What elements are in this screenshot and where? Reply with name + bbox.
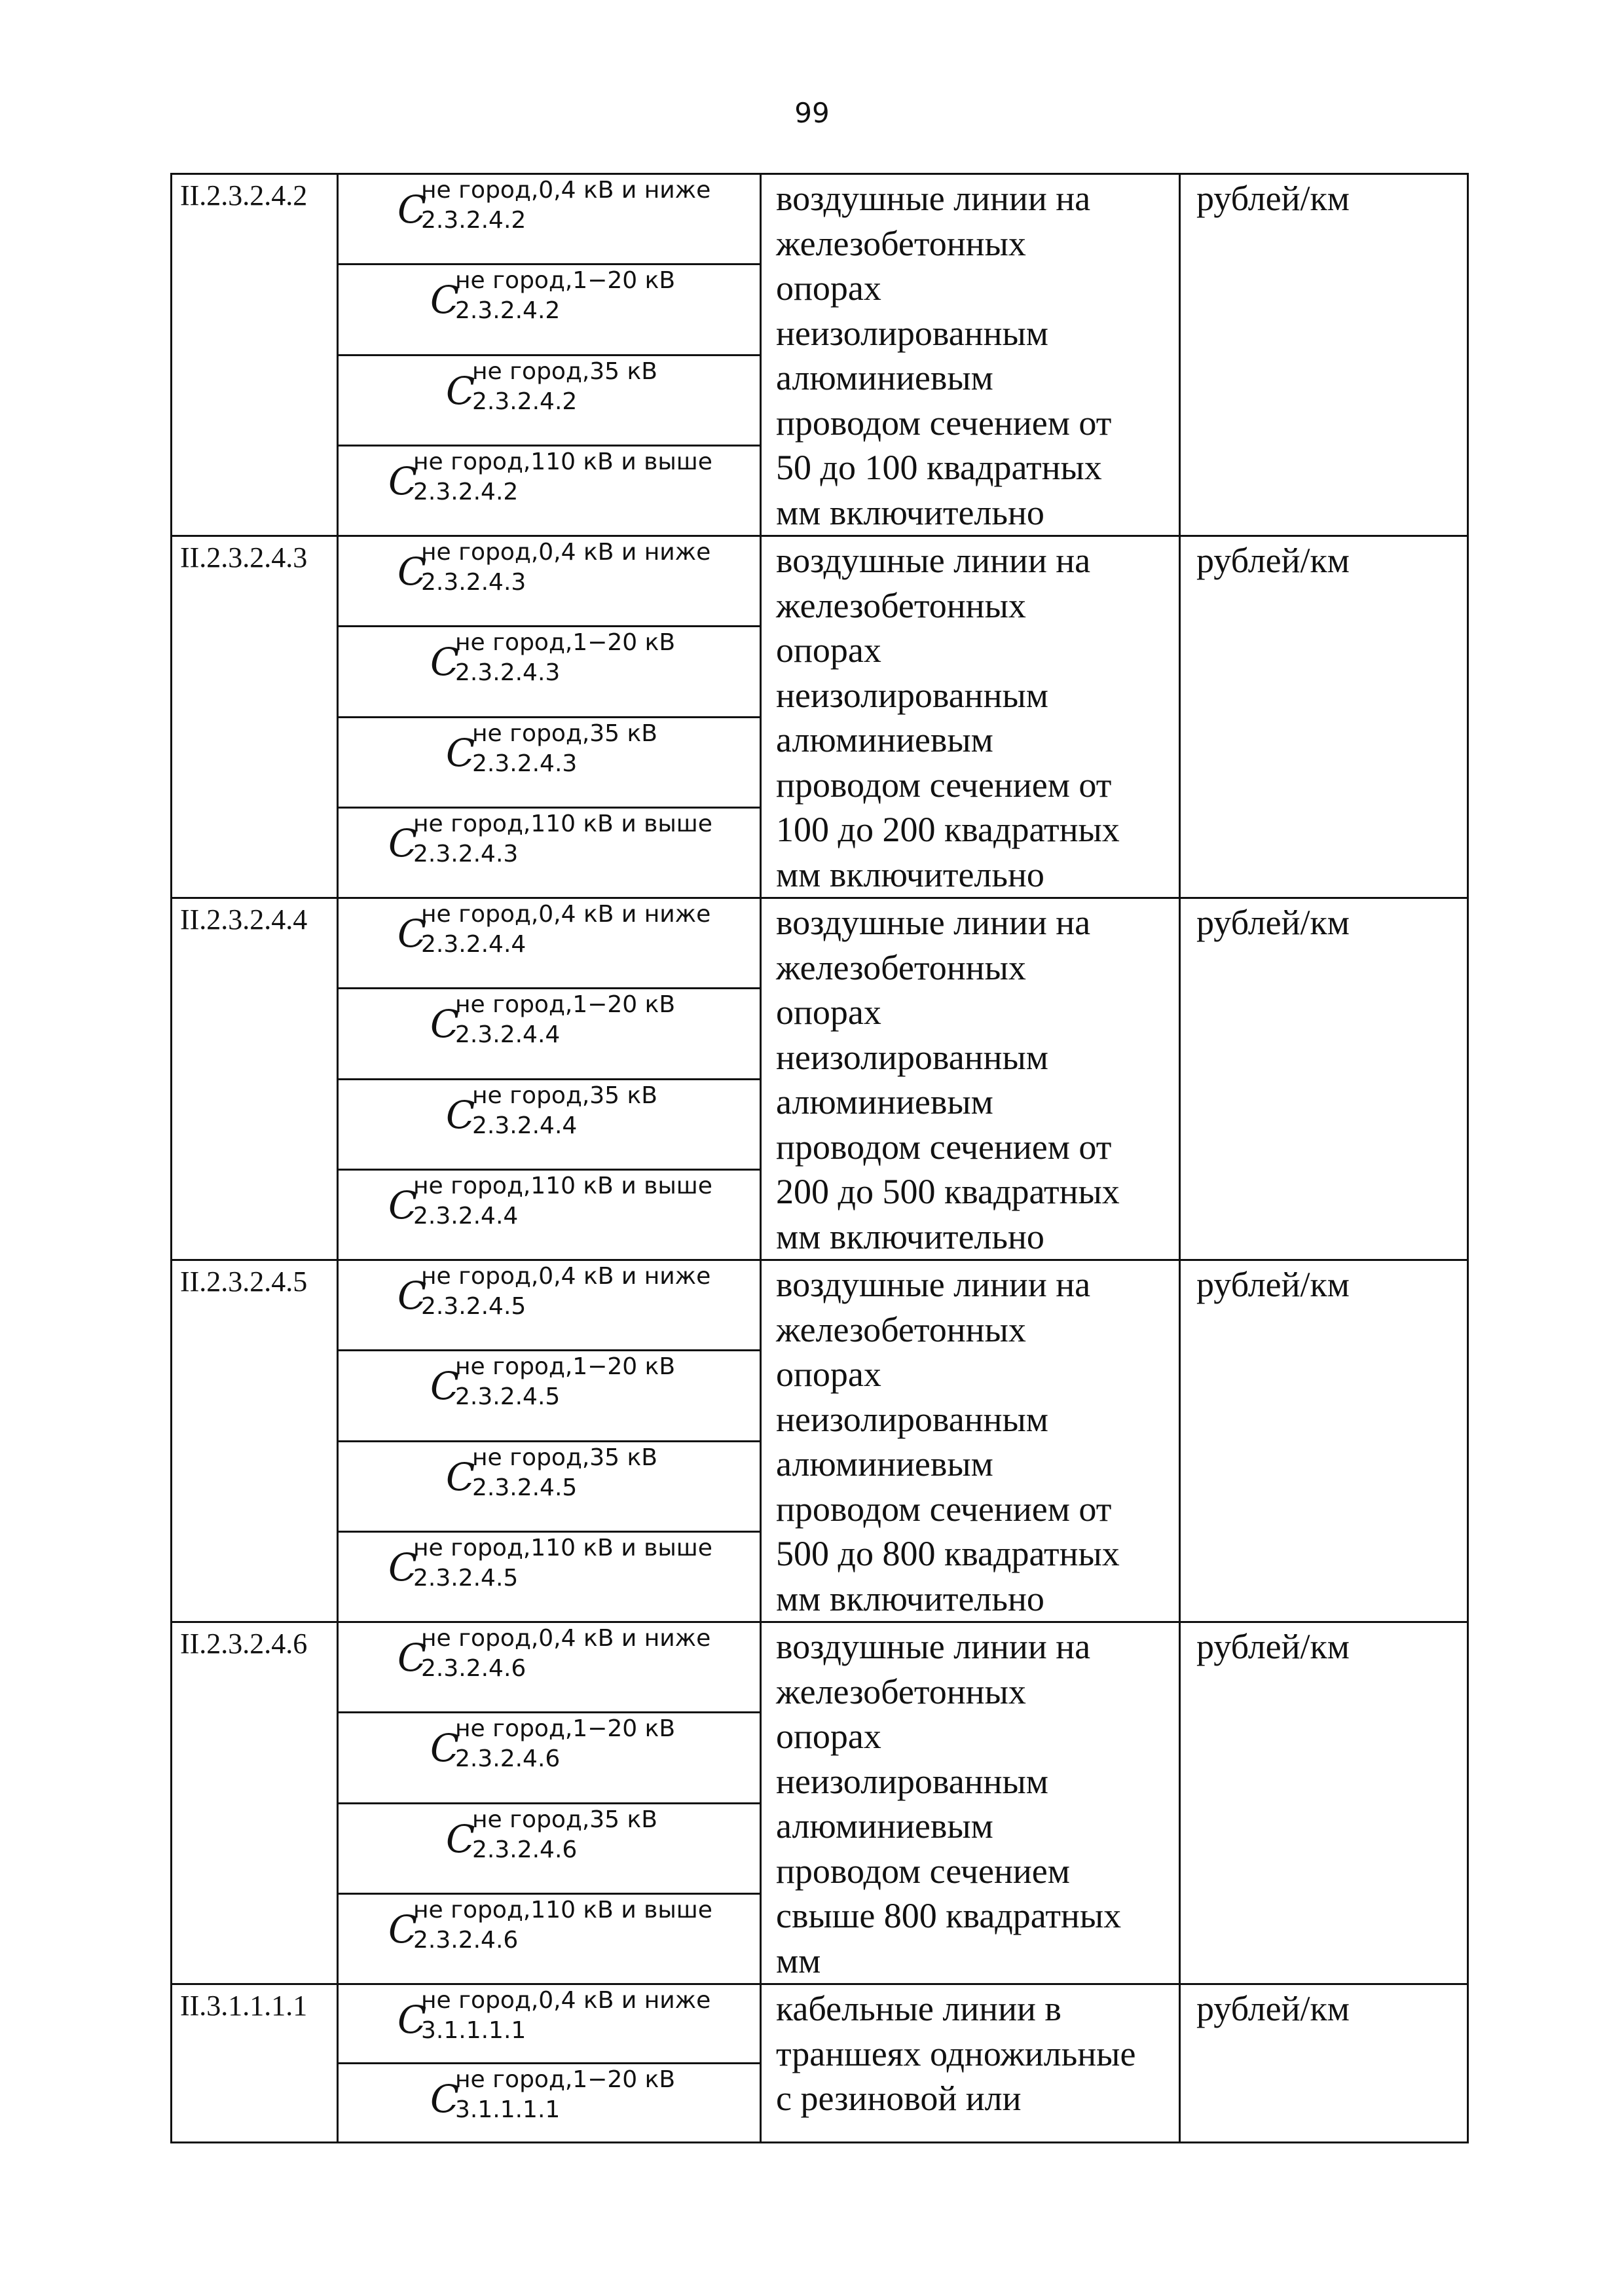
- rate-symbol: [339, 1080, 760, 1169]
- item-code: II.3.1.1.1.1: [172, 1984, 338, 2143]
- rate-symbol: [339, 809, 760, 897]
- table-row: [172, 536, 1468, 627]
- symbol-subscript: 2.3.2.4.3: [472, 750, 578, 777]
- symbol-letter: C: [446, 1816, 475, 1861]
- description-line: опорах: [776, 630, 881, 670]
- symbol-letter: C: [397, 549, 427, 594]
- rate-symbol: [339, 2064, 760, 2141]
- symbol-superscript: не город,35 кВ: [472, 1806, 657, 1833]
- symbol-superscript: не город,35 кВ: [472, 720, 657, 747]
- formula-cell: [338, 1713, 761, 1803]
- tariff-table: [170, 173, 1469, 2143]
- description-line: опорах: [776, 268, 881, 308]
- rate-symbol: [339, 899, 760, 987]
- formula-cell: [338, 1531, 761, 1622]
- description-line: железобетонных: [776, 1671, 1026, 1711]
- description-line: с резиновой или: [776, 2079, 1022, 2118]
- symbol-superscript: не город,35 кВ: [472, 357, 657, 385]
- description-line: 200 до 500 квадратных: [776, 1172, 1120, 1211]
- rate-symbol: [339, 1261, 760, 1349]
- rate-symbol: [339, 1804, 760, 1893]
- symbol-subscript: 2.3.2.4.5: [472, 1474, 578, 1501]
- symbol-subscript: 2.3.2.4.3: [455, 659, 561, 687]
- symbol-subscript: 2.3.2.4.2: [455, 297, 561, 325]
- item-code: II.2.3.2.4.6: [172, 1622, 338, 1984]
- item-code: II.2.3.2.4.2: [172, 174, 338, 536]
- symbol-subscript: 2.3.2.4.3: [421, 569, 526, 596]
- symbol-subscript: 2.3.2.4.5: [413, 1564, 519, 1592]
- symbol-superscript: не город,1−20 кВ: [455, 2066, 676, 2093]
- table-row: [172, 1622, 1468, 1713]
- description-line: проводом сечением от: [776, 1489, 1112, 1529]
- symbol-letter: C: [446, 1092, 475, 1137]
- description-line: кабельные линии в: [776, 1989, 1061, 2028]
- description-line: неизолированным: [776, 313, 1048, 353]
- description-line: мм включительно: [776, 492, 1044, 532]
- description-line: воздушные линии на: [776, 179, 1091, 218]
- description-line: алюминиевым: [776, 720, 993, 759]
- formula-cell: [338, 264, 761, 355]
- description-line: железобетонных: [776, 947, 1026, 987]
- symbol-subscript: 2.3.2.4.2: [413, 478, 519, 505]
- item-code: II.2.3.2.4.4: [172, 898, 338, 1260]
- symbol-letter: C: [397, 1997, 427, 2042]
- symbol-letter: C: [388, 458, 418, 503]
- description-line: железобетонных: [776, 1309, 1026, 1349]
- description-cell: [761, 536, 1180, 898]
- description-line: алюминиевым: [776, 358, 993, 397]
- formula-cell: [338, 989, 761, 1079]
- formula-cell: [338, 807, 761, 898]
- rate-symbol: [339, 1985, 760, 2062]
- description-line: проводом сечением: [776, 1851, 1070, 1891]
- unit-cell: рублей/км: [1180, 1984, 1468, 2143]
- symbol-letter: C: [397, 911, 427, 956]
- rate-symbol: [339, 1623, 760, 1711]
- symbol-letter: C: [397, 1635, 427, 1680]
- description-line: воздушные линии на: [776, 903, 1091, 942]
- description-line: 50 до 100 квадратных: [776, 448, 1102, 487]
- symbol-letter: C: [430, 2077, 460, 2121]
- symbol-subscript: 2.3.2.4.2: [472, 388, 578, 415]
- formula-cell: [338, 355, 761, 445]
- symbol-superscript: не город,1−20 кВ: [455, 991, 676, 1019]
- formula-cell: [338, 2064, 761, 2143]
- formula-cell: [338, 1351, 761, 1441]
- page-number: 99: [794, 97, 830, 129]
- formula-cell: [338, 1984, 761, 2064]
- description-line: 100 до 200 квадратных: [776, 810, 1120, 849]
- formula-cell: [338, 445, 761, 536]
- symbol-letter: C: [430, 1726, 460, 1771]
- description-cell: [761, 1984, 1180, 2143]
- table-row: [172, 1260, 1468, 1351]
- formula-cell: [338, 536, 761, 627]
- description-line: проводом сечением от: [776, 765, 1112, 805]
- description-line: железобетонных: [776, 223, 1026, 263]
- rate-symbol: [339, 1171, 760, 1259]
- description-cell: [761, 174, 1180, 536]
- symbol-subscript: 2.3.2.4.4: [413, 1202, 519, 1230]
- symbol-superscript: не город,110 кВ и выше: [413, 1172, 712, 1199]
- description-line: неизолированным: [776, 1761, 1048, 1801]
- description-line: опорах: [776, 1717, 881, 1756]
- rate-symbol: [339, 356, 760, 445]
- symbol-superscript: не город,1−20 кВ: [455, 1715, 676, 1743]
- description-line: алюминиевым: [776, 1444, 993, 1484]
- description-line: неизолированным: [776, 675, 1048, 715]
- description-line: проводом сечением от: [776, 1127, 1112, 1167]
- symbol-letter: C: [446, 1454, 475, 1499]
- symbol-subscript: 2.3.2.4.5: [455, 1383, 561, 1411]
- symbol-superscript: не город,0,4 кВ и ниже: [421, 177, 711, 204]
- rate-symbol: [339, 627, 760, 716]
- rate-symbol: [339, 1351, 760, 1440]
- rate-symbol: [339, 718, 760, 807]
- description-line: опорах: [776, 993, 881, 1032]
- symbol-subscript: 2.3.2.4.4: [421, 931, 526, 958]
- symbol-letter: C: [430, 640, 460, 685]
- symbol-subscript: 3.1.1.1.1: [455, 2096, 561, 2123]
- unit-cell: рублей/км: [1180, 174, 1468, 536]
- symbol-superscript: не город,0,4 кВ и ниже: [421, 1987, 711, 2014]
- unit-cell: рублей/км: [1180, 1622, 1468, 1984]
- symbol-superscript: не город,110 кВ и выше: [413, 448, 712, 475]
- symbol-subscript: 2.3.2.4.6: [455, 1745, 561, 1773]
- formula-cell: [338, 1803, 761, 1893]
- symbol-letter: C: [388, 1182, 418, 1228]
- description-line: алюминиевым: [776, 1806, 993, 1846]
- symbol-letter: C: [446, 368, 475, 413]
- description-line: мм: [776, 1941, 821, 1980]
- rate-symbol: [339, 265, 760, 354]
- symbol-letter: C: [397, 187, 427, 232]
- symbol-subscript: 2.3.2.4.6: [472, 1836, 578, 1863]
- symbol-superscript: не город,1−20 кВ: [455, 629, 676, 657]
- symbol-subscript: 2.3.2.4.5: [421, 1293, 526, 1320]
- symbol-superscript: не город,0,4 кВ и ниже: [421, 1263, 711, 1290]
- symbol-subscript: 2.3.2.4.6: [421, 1655, 526, 1682]
- symbol-subscript: 2.3.2.4.4: [472, 1112, 578, 1139]
- description-cell: [761, 898, 1180, 1260]
- formula-cell: [338, 1260, 761, 1351]
- table-row: [172, 1984, 1468, 2064]
- rate-symbol: [339, 1442, 760, 1531]
- description-line: воздушные линии на: [776, 1627, 1091, 1666]
- formula-cell: [338, 627, 761, 717]
- rate-symbol: [339, 1895, 760, 1983]
- description-line: 500 до 800 квадратных: [776, 1534, 1120, 1573]
- tariff-table-body: [172, 174, 1468, 2143]
- symbol-letter: C: [446, 730, 475, 775]
- description-line: опорах: [776, 1355, 881, 1394]
- description-line: проводом сечением от: [776, 403, 1112, 443]
- symbol-letter: C: [388, 1906, 418, 1952]
- symbol-superscript: не город,35 кВ: [472, 1444, 657, 1471]
- description-line: свыше 800 квадратных: [776, 1896, 1122, 1935]
- formula-cell: [338, 1079, 761, 1169]
- description-line: воздушные линии на: [776, 1265, 1091, 1304]
- symbol-subscript: 2.3.2.4.2: [421, 207, 526, 234]
- rate-symbol: [339, 1713, 760, 1802]
- symbol-subscript: 3.1.1.1.1: [421, 2017, 526, 2044]
- symbol-superscript: не город,110 кВ и выше: [413, 1534, 712, 1561]
- unit-cell: рублей/км: [1180, 898, 1468, 1260]
- description-line: неизолированным: [776, 1399, 1048, 1439]
- symbol-letter: C: [430, 1002, 460, 1047]
- formula-cell: [338, 898, 761, 989]
- formula-cell: [338, 1441, 761, 1531]
- symbol-superscript: не город,0,4 кВ и ниже: [421, 539, 711, 566]
- table-row: [172, 174, 1468, 264]
- description-line: неизолированным: [776, 1037, 1048, 1077]
- symbol-letter: C: [430, 1364, 460, 1409]
- description-line: алюминиевым: [776, 1082, 993, 1121]
- symbol-superscript: не город,0,4 кВ и ниже: [421, 1625, 711, 1652]
- description-line: траншеях одножильные: [776, 2033, 1136, 2073]
- symbol-superscript: не город,110 кВ и выше: [413, 810, 712, 837]
- description-line: воздушные линии на: [776, 541, 1091, 580]
- item-code: II.2.3.2.4.3: [172, 536, 338, 898]
- unit-cell: рублей/км: [1180, 536, 1468, 898]
- description-line: железобетонных: [776, 585, 1026, 625]
- symbol-superscript: не город,0,4 кВ и ниже: [421, 901, 711, 928]
- description-cell: [761, 1260, 1180, 1622]
- description-cell: [761, 1622, 1180, 1984]
- symbol-superscript: не город,110 кВ и выше: [413, 1896, 712, 1923]
- rate-symbol: [339, 989, 760, 1078]
- formula-cell: [338, 174, 761, 264]
- description-line: мм включительно: [776, 1578, 1044, 1618]
- formula-cell: [338, 717, 761, 807]
- rate-symbol: [339, 537, 760, 625]
- symbol-letter: C: [388, 1544, 418, 1590]
- item-code: II.2.3.2.4.5: [172, 1260, 338, 1622]
- formula-cell: [338, 1169, 761, 1260]
- symbol-superscript: не город,1−20 кВ: [455, 1353, 676, 1381]
- formula-cell: [338, 1893, 761, 1984]
- symbol-subscript: 2.3.2.4.4: [455, 1021, 561, 1049]
- rate-symbol: [339, 175, 760, 263]
- description-line: мм включительно: [776, 854, 1044, 894]
- symbol-letter: C: [388, 820, 418, 866]
- description-line: мм включительно: [776, 1216, 1044, 1256]
- unit-cell: рублей/км: [1180, 1260, 1468, 1622]
- rate-symbol: [339, 446, 760, 535]
- symbol-superscript: не город,1−20 кВ: [455, 267, 676, 295]
- symbol-letter: C: [397, 1273, 427, 1318]
- symbol-subscript: 2.3.2.4.6: [413, 1926, 519, 1954]
- symbol-subscript: 2.3.2.4.3: [413, 840, 519, 867]
- symbol-superscript: не город,35 кВ: [472, 1082, 657, 1109]
- rate-symbol: [339, 1533, 760, 1621]
- table-row: [172, 898, 1468, 989]
- formula-cell: [338, 1622, 761, 1713]
- symbol-letter: C: [430, 278, 460, 323]
